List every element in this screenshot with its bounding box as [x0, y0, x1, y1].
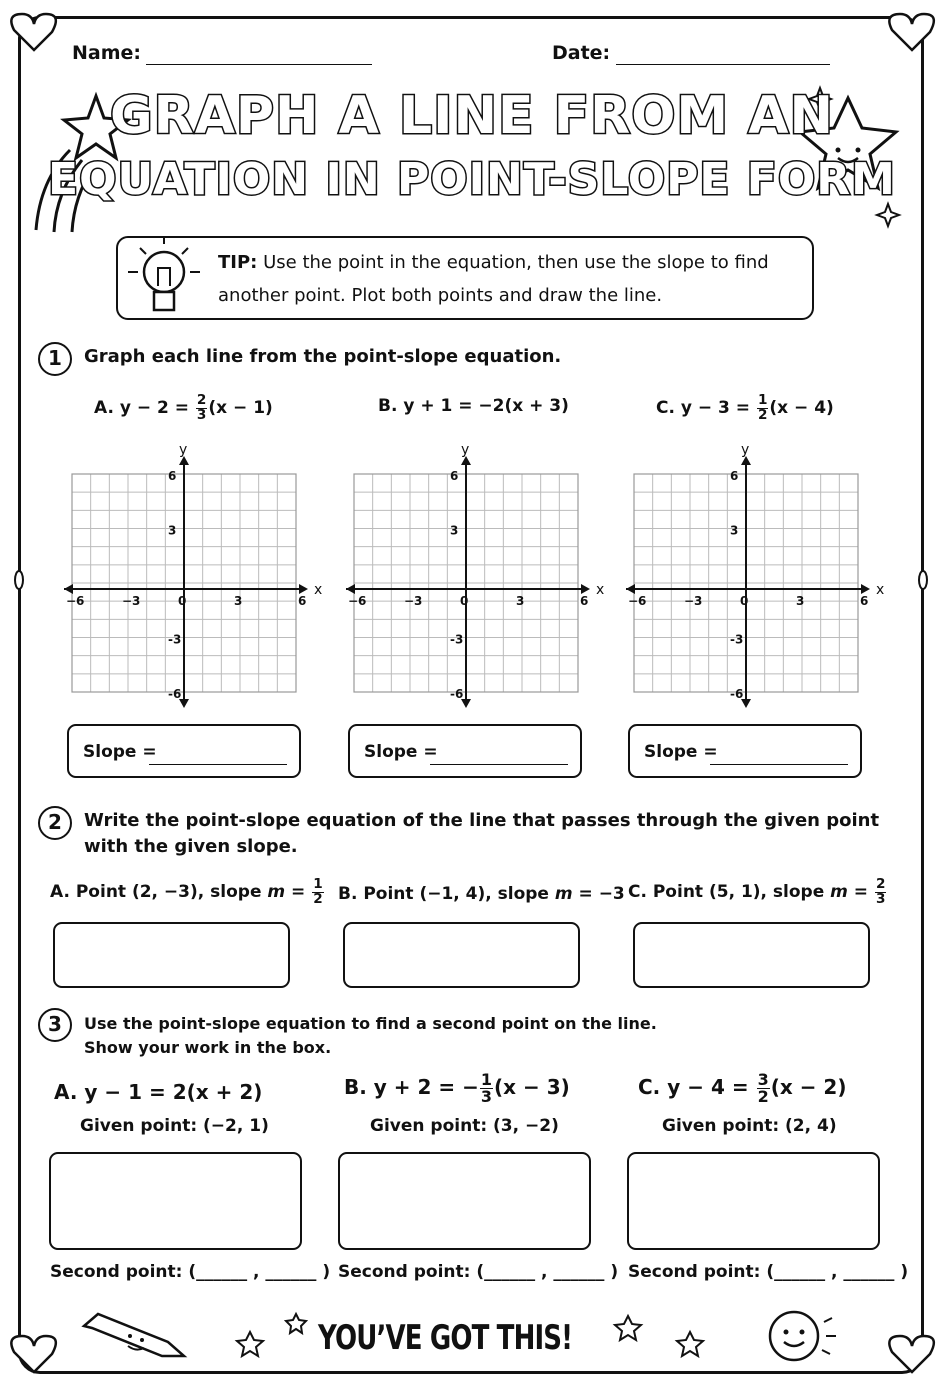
q3-given-point-b: Given point: (3, −2) [370, 1116, 559, 1136]
y-tick-label: -3 [168, 632, 182, 647]
q3-instruction-line1: Use the point-slope equation to find a second point on the line. [84, 1014, 657, 1033]
slope-answer-box-a[interactable]: Slope = [67, 724, 301, 778]
y-axis-label: y [741, 442, 750, 458]
q2-problem-b: B. Point (−1, 4), slope m = −3 [338, 884, 625, 904]
q2-problem-a: A. Point (2, −3), slope m = $\frac{1}{2}$ [50, 876, 323, 907]
x-tick-label: 0 [460, 594, 469, 608]
y-tick-label: -3 [730, 632, 744, 647]
q3-second-point-c[interactable]: Second point: (______ , ______ ) [628, 1262, 909, 1282]
x-tick-label: −6 [628, 594, 647, 608]
star-icon [237, 1332, 263, 1356]
y-tick-label: -6 [730, 687, 744, 701]
star-icon [615, 1316, 641, 1340]
y-tick-label: 6 [168, 469, 177, 483]
q2-answer-box-c[interactable] [633, 922, 870, 988]
question-number-1: 1 [38, 342, 72, 376]
heart-icon [11, 1336, 56, 1372]
y-axis-label: y [179, 442, 188, 458]
y-tick-label: -6 [450, 687, 464, 701]
sun-icon [770, 1312, 836, 1360]
x-tick-label: 6 [298, 594, 307, 608]
sparkle-icon [39, 296, 61, 318]
x-axis-label: x [876, 582, 885, 598]
q2-instruction-line1: Write the point-slope equation of the line that passes through the given point [84, 810, 880, 831]
q3-work-box-b[interactable] [338, 1152, 591, 1250]
tip-line1: TIP: Use the point in the equation, then use the slope to find [218, 252, 769, 273]
x-tick-label: 0 [178, 594, 187, 608]
q3-given-point-c: Given point: (2, 4) [662, 1116, 837, 1136]
q3-second-point-b[interactable]: Second point: (______ , ______ ) [338, 1262, 619, 1282]
footer-message: YOU’VE GOT THIS! [318, 1318, 573, 1358]
q2-instruction-line2: with the given slope. [84, 836, 298, 857]
y-tick-label: 3 [450, 523, 459, 538]
y-tick-label: -3 [450, 632, 464, 647]
slope-answer-box-c[interactable]: Slope = [628, 724, 862, 778]
y-tick-label: 3 [730, 523, 739, 538]
y-axis-label: y [461, 442, 470, 458]
heart-icon [889, 1336, 934, 1372]
x-tick-label: −3 [122, 594, 141, 608]
q3-work-box-a[interactable] [49, 1152, 302, 1250]
x-tick-label: −3 [404, 594, 423, 608]
q3-instruction-line2: Show your work in the box. [84, 1038, 332, 1057]
sparkle-icon [877, 204, 899, 226]
q3-equation-c: C. y − 4 = $\frac{3}{2}$ (x − 2) [638, 1070, 847, 1106]
x-tick-label: 3 [516, 594, 525, 608]
q2-problem-c: C. Point (5, 1), slope m = $\frac{2}{3}$ [628, 876, 886, 907]
page-title-line1: GRAPH A LINE FROM AN [109, 86, 835, 146]
slope-answer-box-b[interactable]: Slope = [348, 724, 582, 778]
coordinate-grid-a[interactable] [60, 440, 326, 714]
q1-equation-a: A. y − 2 = $\frac{2}{3}$ (x − 1) [94, 392, 273, 423]
q2-answer-box-a[interactable] [53, 922, 290, 988]
q3-equation-a: A. y − 1 = 2(x + 2) [54, 1080, 263, 1104]
coordinate-grid-b[interactable] [342, 440, 608, 714]
star-icon [677, 1332, 703, 1356]
name-label: Name: [72, 42, 142, 64]
date-label: Date: [552, 42, 611, 64]
question-number-3: 3 [38, 1008, 72, 1042]
x-axis-label: x [596, 582, 605, 598]
q1-equation-c: C. y − 3 = $\frac{1}{2}$ (x − 4) [656, 392, 834, 423]
q3-work-box-c[interactable] [627, 1152, 880, 1250]
x-tick-label: 3 [234, 594, 243, 608]
y-tick-label: -6 [168, 687, 182, 701]
x-axis-label: x [314, 582, 323, 598]
x-tick-label: 3 [796, 594, 805, 608]
y-tick-label: 6 [730, 469, 739, 483]
x-tick-label: 6 [860, 594, 869, 608]
y-tick-label: 3 [168, 523, 177, 538]
x-tick-label: −6 [348, 594, 367, 608]
star-icon [286, 1314, 306, 1333]
q3-second-point-a[interactable]: Second point: (______ , ______ ) [50, 1262, 331, 1282]
q1-instruction: Graph each line from the point-slope equation. [84, 346, 562, 367]
x-tick-label: −6 [66, 594, 85, 608]
heart-icon [889, 14, 934, 50]
question-number-2: 2 [38, 806, 72, 840]
page-title-line2: EQUATION IN POINT-SLOPE FORM [48, 154, 896, 205]
date-field[interactable] [616, 64, 830, 65]
x-tick-label: 0 [740, 594, 749, 608]
q1-equation-b: B. y + 1 = −2(x + 3) [378, 396, 569, 416]
q2-answer-box-b[interactable] [343, 922, 580, 988]
tip-line2: another point. Plot both points and draw the line. [218, 285, 663, 306]
heart-icon [11, 14, 56, 50]
q3-given-point-a: Given point: (−2, 1) [80, 1116, 269, 1136]
coordinate-grid-c[interactable] [622, 440, 888, 714]
x-tick-label: 6 [580, 594, 589, 608]
q3-equation-b: B. y + 2 = − $\frac{1}{3}$ (x − 3) [344, 1070, 570, 1106]
pencil-icon [84, 1314, 184, 1356]
y-tick-label: 6 [450, 469, 459, 483]
name-field[interactable] [146, 64, 372, 65]
x-tick-label: −3 [684, 594, 703, 608]
